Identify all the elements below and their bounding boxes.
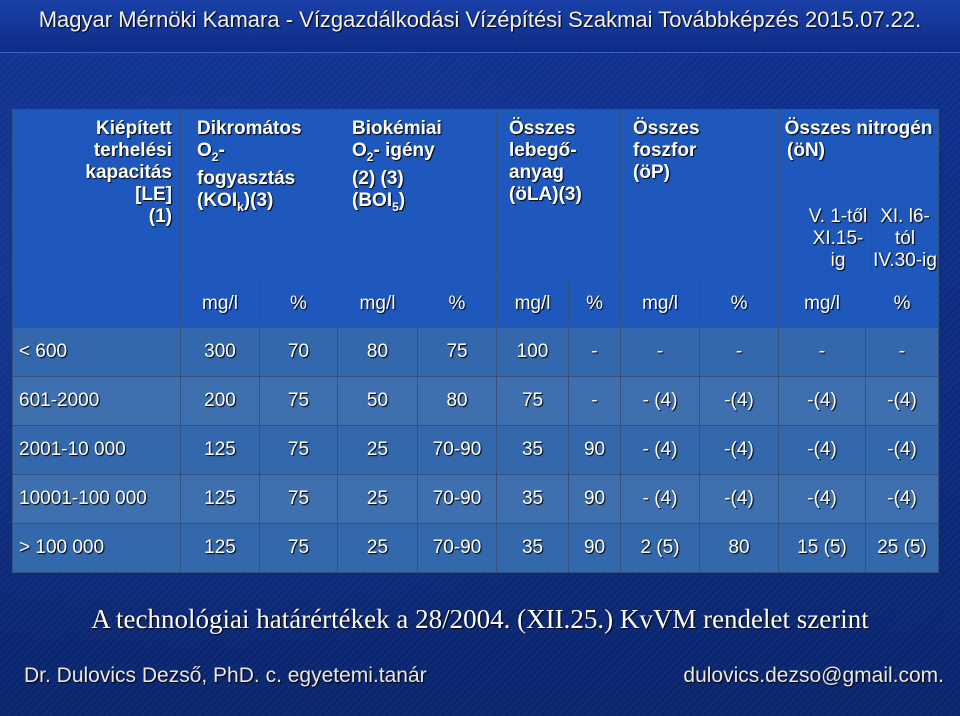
unit-cell: mg/l xyxy=(181,280,260,328)
footer-title: A technológiai határértékek a 28/2004. (XII.25.) KvVM rendelet szerint xyxy=(91,604,869,634)
table-cell: 100 xyxy=(497,328,569,377)
table-cell: -(4) xyxy=(866,475,939,524)
table-cell: - xyxy=(779,328,866,377)
table-cell: -(4) xyxy=(779,426,866,475)
table-cell: -(4) xyxy=(779,377,866,426)
header-text: Kiépített xyxy=(96,118,172,139)
table-cell: -(4) xyxy=(700,377,779,426)
table-cell: - xyxy=(569,377,621,426)
header-text: foszfor xyxy=(633,140,697,161)
header-text: lebegő- xyxy=(509,140,577,161)
table-cell: 125 xyxy=(181,475,260,524)
table-row xyxy=(13,475,939,524)
header-on-period-1: V. 1-től XI.15- ig xyxy=(779,196,872,279)
footer-email: dulovics.dezso@gmail.com. xyxy=(683,664,944,687)
table-cell: 25 xyxy=(338,426,418,475)
table-cell: 70 xyxy=(260,328,338,377)
table-cell: 80 xyxy=(418,377,497,426)
table-cell: 90 xyxy=(569,475,621,524)
table-cell: - xyxy=(866,328,939,377)
header-text: (öLA)(3) xyxy=(509,184,582,205)
table-cell: 25 (5) xyxy=(866,524,939,573)
table-cell: - xyxy=(621,328,700,377)
table-row xyxy=(13,377,939,426)
table-cell: 75 xyxy=(260,475,338,524)
header-text: $(BOI_5)$ xyxy=(352,189,406,214)
table-cell: -(4) xyxy=(779,475,866,524)
header-on-title xyxy=(779,110,938,196)
header-text: (öP) xyxy=(633,162,670,183)
table-cell: 25 xyxy=(338,524,418,573)
table-body xyxy=(13,328,939,573)
units-row xyxy=(13,280,939,328)
header-text: $O_2-$ xyxy=(197,140,225,164)
header-text: Biokémiai xyxy=(352,118,442,139)
unit-cell: % xyxy=(866,280,939,328)
table-cell: -(4) xyxy=(700,426,779,475)
table-cell: 90 xyxy=(569,524,621,573)
table-cell: 90 xyxy=(569,426,621,475)
title-bar xyxy=(0,0,960,53)
table-cell: 75 xyxy=(260,377,338,426)
header-op xyxy=(621,110,779,280)
table-cell: - xyxy=(569,328,621,377)
unit-cell: % xyxy=(418,280,497,328)
header-text: Dikromátos xyxy=(197,118,302,139)
unit-cell: % xyxy=(569,280,621,328)
unit-cell: mg/l xyxy=(621,280,700,328)
header-on-periods xyxy=(779,196,938,279)
header-ola xyxy=(497,110,621,280)
table-row xyxy=(13,524,939,573)
header-text: (öN) xyxy=(787,140,826,161)
table-cell: - (4) xyxy=(621,475,700,524)
table-cell: - (4) xyxy=(621,426,700,475)
table-cell: 35 xyxy=(497,475,569,524)
table-cell: 15 (5) xyxy=(779,524,866,573)
unit-cell: mg/l xyxy=(338,280,418,328)
slide-header-title: Magyar Mérnöki Kamara - Vízgazdálkodási Vízépítési Szakmai Továbbképzés 2015.07.22. xyxy=(38,7,922,32)
header-text: anyag xyxy=(509,162,564,183)
table-cell: 125 xyxy=(181,524,260,573)
unit-cell: mg/l xyxy=(779,280,866,328)
table-cell: 75 xyxy=(260,524,338,573)
header-capacity xyxy=(13,110,181,280)
table-cell: 75 xyxy=(497,377,569,426)
table-cell: 125 xyxy=(181,426,260,475)
header-on xyxy=(779,110,939,280)
table-cell: 200 xyxy=(181,377,260,426)
table-cell: 35 xyxy=(497,524,569,573)
table-cell: 75 xyxy=(260,426,338,475)
table-cell: -(4) xyxy=(866,426,939,475)
header-text: Összes nitrogén xyxy=(784,118,933,139)
table-cell: 35 xyxy=(497,426,569,475)
unit-cell: % xyxy=(700,280,779,328)
table-cell: 70-90 xyxy=(418,524,497,573)
unit-cell: mg/l xyxy=(497,280,569,328)
row-capacity-cell: 601-2000 xyxy=(13,377,181,426)
table-cell: -(4) xyxy=(700,475,779,524)
table-row xyxy=(13,328,939,377)
footer-author: Dr. Dulovics Dezső, PhD. c. egyetemi.tanár xyxy=(24,664,427,687)
table-cell: 25 xyxy=(338,475,418,524)
header-text: kapacitás xyxy=(85,162,172,183)
limit-values-table xyxy=(12,109,939,573)
header-text: Összes xyxy=(509,118,576,139)
row-capacity-cell: 2001-10 000 xyxy=(13,426,181,475)
table-cell: 70-90 xyxy=(418,475,497,524)
header-bod xyxy=(338,110,497,280)
row-capacity-cell: > 100 000 xyxy=(13,524,181,573)
header-kol xyxy=(181,110,338,280)
header-text: Összes xyxy=(633,118,700,139)
header-text: [LE] xyxy=(135,184,172,205)
header-text: $(KOI_k)(3)$ xyxy=(197,189,274,214)
table-cell: 80 xyxy=(700,524,779,573)
header-text: terhelési xyxy=(93,140,172,161)
row-capacity-cell: < 600 xyxy=(13,328,181,377)
table-cell: 50 xyxy=(338,377,418,426)
table-cell: 2 (5) xyxy=(621,524,700,573)
table-row xyxy=(13,426,939,475)
header-row xyxy=(13,110,939,280)
unit-cell: % xyxy=(260,280,338,328)
header-text: (2) (3) xyxy=(352,167,404,189)
unit-cell-empty xyxy=(13,280,181,328)
header-on-period-2: XI. l6-tól IV.30-ig xyxy=(873,206,937,271)
table-cell: - xyxy=(700,328,779,377)
table-cell: 70-90 xyxy=(418,426,497,475)
table-cell: - (4) xyxy=(621,377,700,426)
table-cell: 300 xyxy=(181,328,260,377)
row-capacity-cell: 10001-100 000 xyxy=(13,475,181,524)
header-text: fogyasztás xyxy=(197,167,296,189)
header-text: $O_2-$ igény xyxy=(352,140,435,164)
table-cell: 75 xyxy=(418,328,497,377)
table-cell: 80 xyxy=(338,328,418,377)
header-text: (1) xyxy=(148,206,172,227)
table-cell: -(4) xyxy=(866,377,939,426)
